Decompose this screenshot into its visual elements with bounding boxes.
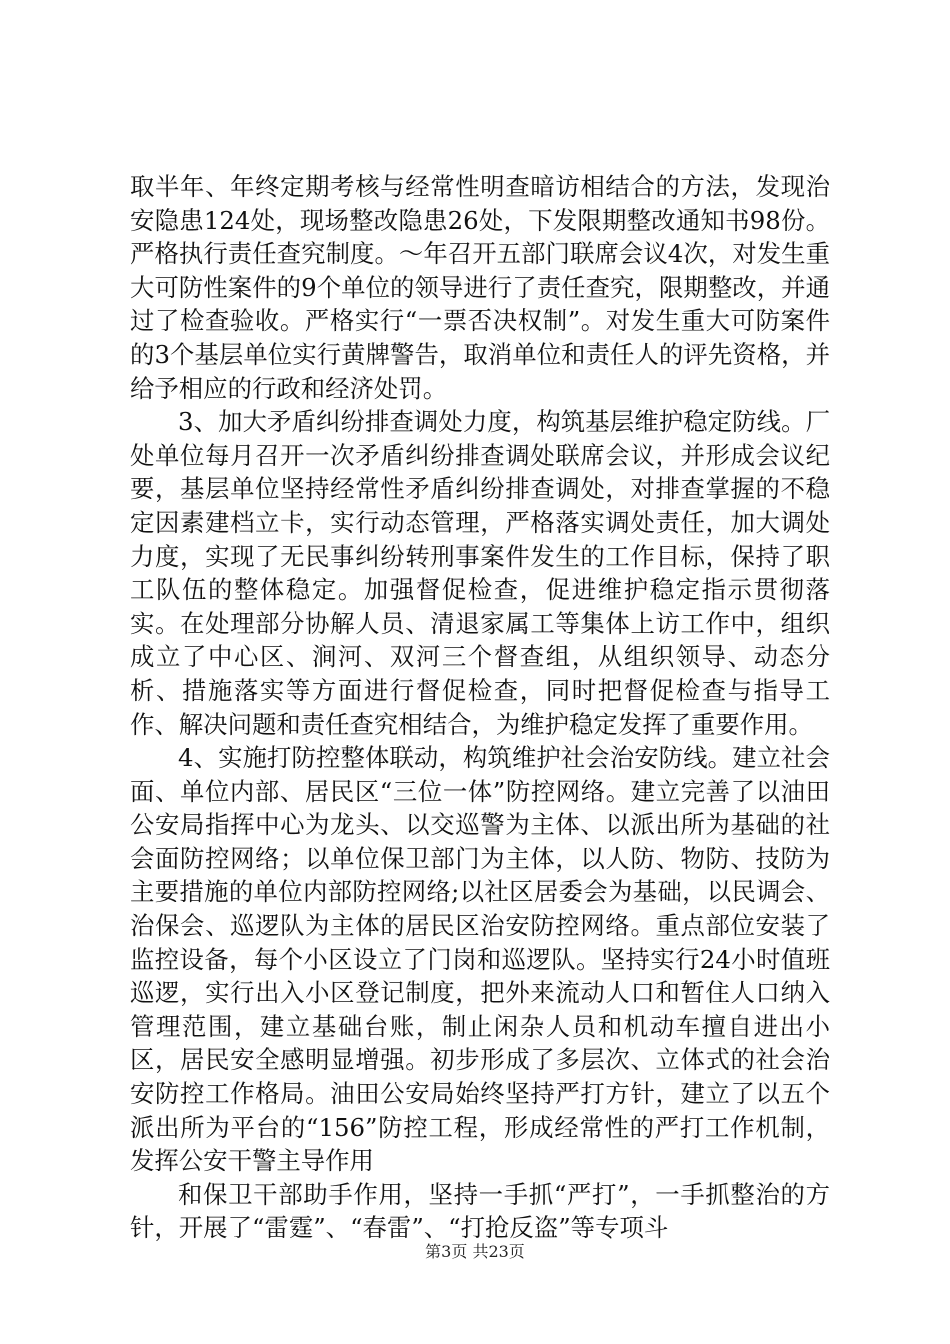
paragraph-3: 4、实施打防控整体联动，构筑维护社会治安防线。建立社会面、单位内部、居民区“三位一体”防控网络。建立完善了以油田公安局指挥中心为龙头、以交巡警为主体、以派出所为基础的社会面防控网络；以单位保卫部门为主体，以人防、物防、技防为主要措施的单位内部防控网络;以社区居委会为基础，以民调会、治保会、巡逻队为主体的居民区治安防控网络。重点部位安装了监控设备，每个小区设立了门岗和巡逻队。坚持实行24小时值班巡逻，实行出入小区登记制度，把外来流动人口和暂住人口纳入管理范围，建立基础台账，制止闲杂人员和机动车擅自进出小区，居民安全感明显增强。初步形成了多层次、立体式的社会治安防控工作格局。油田公安局始终坚持严打方针，建立了以五个派出所为平台的“156”防控工程，形成经常性的严打工作机制，发挥公安干警主导作用 (130, 743, 830, 1176)
paragraph-2: 3、加大矛盾纠纷排查调处力度，构筑基层维护稳定防线。厂处单位每月召开一次矛盾纠纷排查调处联席会议，并形成会议纪要，基层单位坚持经常性矛盾纠纷排查调处，对排查掌握的不稳定因素建档立卡，实行动态管理，严格落实调处责任，加大调处力度，实现了无民事纠纷转刑事案件发生的工作目标，保持了职工队伍的整体稳定。加强督促检查，促进维护稳定指示贯彻落实。在处理部分协解人员、清退家属工等集体上访工作中，组织成立了中心区、涧河、双河三个督查组，从组织领导、动态分析、措施落实等方面进行督促检查，同时把督促检查与指导工作、解决问题和责任查究相结合，为维护稳定发挥了重要作用。 (130, 407, 830, 739)
paragraph-4: 和保卫干部助手作用，坚持一手抓“严打”，一手抓整治的方针，开展了“雷霆”、“春雷”、“打抢反盗”等专项斗 (130, 1179, 830, 1243)
paragraph-1: 取半年、年终定期考核与经常性明查暗访相结合的方法，发现治安隐患124处，现场整改隐患26处，下发限期整改通知书98份。严格执行责任查究制度。～年召开五部门联席会议4次，对发生重大可防性案件的9个单位的领导进行了责任查究，限期整改，并通过了检查验收。严格实行“一票否决权制”。对发生重大可防案件的3个基层单位实行黄牌警告，取消单位和责任人的评先资格，并给予相应的行政和经济处罚。 (130, 172, 830, 403)
page-footer: 第3页 共23页 (425, 1242, 525, 1261)
document-body (130, 170, 830, 1245)
